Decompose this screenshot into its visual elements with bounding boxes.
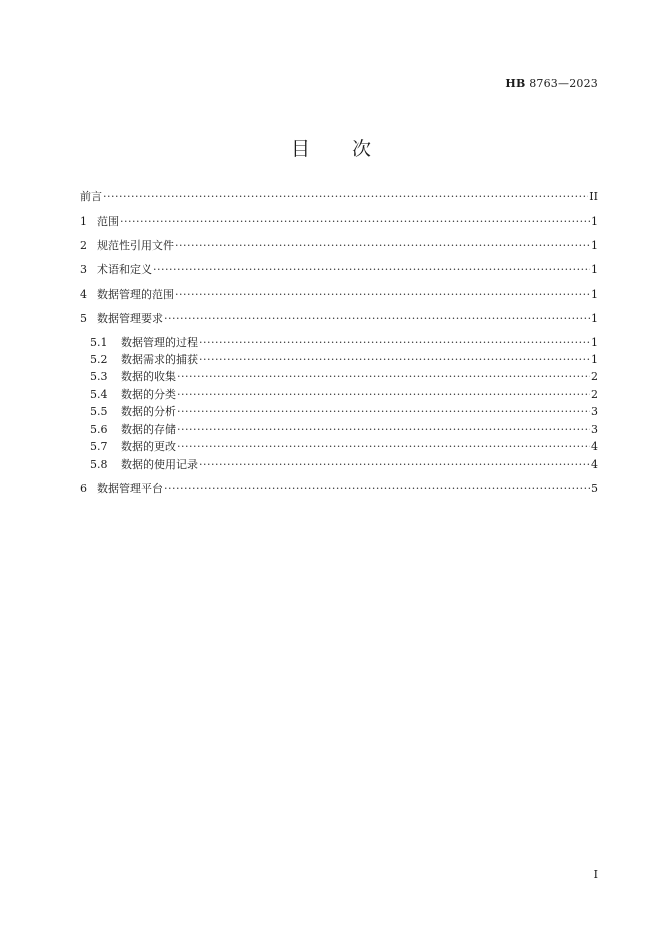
- toc-entry-label: 数据的更改: [121, 440, 176, 453]
- standard-prefix: HB: [505, 77, 526, 90]
- toc-entry-page: 1: [591, 239, 598, 252]
- toc-entry-number: 5: [80, 312, 87, 325]
- toc-entry-3[interactable]: [80, 263, 598, 277]
- toc-entry-label: 数据管理的过程: [121, 336, 198, 349]
- dot-leader: [177, 370, 590, 384]
- toc-entry-label: 数据的存储: [121, 423, 176, 436]
- dot-leader: [103, 190, 588, 204]
- toc-entry-5-1[interactable]: [90, 336, 598, 350]
- toc-entry-number: 6: [80, 482, 87, 495]
- toc-entry-page: 2: [591, 388, 598, 401]
- toc-entry-page: 1: [591, 215, 598, 228]
- toc-entry-label: 术语和定义: [97, 263, 152, 276]
- toc-entry-number: 3: [80, 263, 87, 276]
- toc-entry-label: 范围: [97, 215, 119, 228]
- toc-entry-4[interactable]: [80, 288, 598, 302]
- toc-entry-page: 3: [591, 423, 598, 436]
- toc-entry-number: 1: [80, 215, 87, 228]
- toc-entry-page: 1: [591, 312, 598, 325]
- toc-title-char-2: 次: [352, 138, 372, 160]
- toc-entry-page: 3: [591, 405, 598, 418]
- toc-entry-5-4[interactable]: [90, 388, 598, 402]
- toc-entry-number: 5.1: [90, 336, 108, 349]
- standard-code: [505, 77, 598, 90]
- dot-leader: [153, 263, 590, 277]
- toc-entry-page: 1: [591, 353, 598, 366]
- page-number: I: [593, 868, 598, 881]
- dot-leader: [177, 423, 590, 437]
- toc-entry-number: 5.8: [90, 458, 108, 471]
- dot-leader: [177, 440, 590, 454]
- toc-entry-number: 5.5: [90, 405, 108, 418]
- toc-entry-2[interactable]: [80, 239, 598, 253]
- toc-entry-label: 数据的分类: [121, 388, 176, 401]
- toc-title-char-1: 目: [290, 138, 310, 160]
- dot-leader: [199, 336, 590, 350]
- toc-entry-label: 数据管理的范围: [97, 288, 174, 301]
- toc-entry-6[interactable]: [80, 482, 598, 496]
- dot-leader: [177, 388, 590, 402]
- toc-entry-5-3[interactable]: [90, 370, 598, 384]
- toc-entry-page: 1: [591, 336, 598, 349]
- toc-entry-foreword[interactable]: [80, 190, 598, 204]
- toc-entry-5-5[interactable]: [90, 405, 598, 419]
- toc-entry-5-7[interactable]: [90, 440, 598, 454]
- toc-entry-label: 数据的分析: [121, 405, 176, 418]
- toc-entry-label: 数据的使用记录: [121, 458, 198, 471]
- toc-entry-number: 5.7: [90, 440, 108, 453]
- toc-entry-number: 5.4: [90, 388, 108, 401]
- toc-entry-label: 规范性引用文件: [97, 239, 174, 252]
- toc-entry-5-6[interactable]: [90, 423, 598, 437]
- toc-entry-number: 4: [80, 288, 87, 301]
- toc-entry-label: 数据的收集: [121, 370, 176, 383]
- dot-leader: [175, 288, 590, 302]
- toc-entry-page: 4: [591, 458, 598, 471]
- dot-leader: [199, 353, 590, 367]
- dot-leader: [120, 215, 590, 229]
- toc-entry-1[interactable]: [80, 215, 598, 229]
- toc-entry-number: 5.6: [90, 423, 108, 436]
- toc-title: [0, 134, 662, 161]
- toc-entry-page: 5: [591, 482, 598, 495]
- toc-entry-page: 1: [591, 263, 598, 276]
- toc-entry-page: 4: [591, 440, 598, 453]
- toc-entry-5[interactable]: [80, 312, 598, 326]
- toc-entry-number: 2: [80, 239, 87, 252]
- dot-leader: [177, 405, 590, 419]
- standard-number: 8763—2023: [529, 77, 598, 90]
- toc-entry-number: 5.3: [90, 370, 108, 383]
- toc-entry-label: 前言: [80, 190, 102, 203]
- dot-leader: [164, 482, 590, 496]
- toc-entry-page: II: [589, 190, 598, 203]
- dot-leader: [199, 458, 590, 472]
- toc-entry-5-2[interactable]: [90, 353, 598, 367]
- toc-entry-page: 2: [591, 370, 598, 383]
- toc-entry-5-8[interactable]: [90, 458, 598, 472]
- dot-leader: [164, 312, 590, 326]
- toc-entry-number: 5.2: [90, 353, 108, 366]
- toc-entry-label: 数据管理平台: [97, 482, 163, 495]
- toc-entry-label: 数据管理要求: [97, 312, 163, 325]
- toc-entry-label: 数据需求的捕获: [121, 353, 198, 366]
- dot-leader: [175, 239, 590, 253]
- toc-entry-page: 1: [591, 288, 598, 301]
